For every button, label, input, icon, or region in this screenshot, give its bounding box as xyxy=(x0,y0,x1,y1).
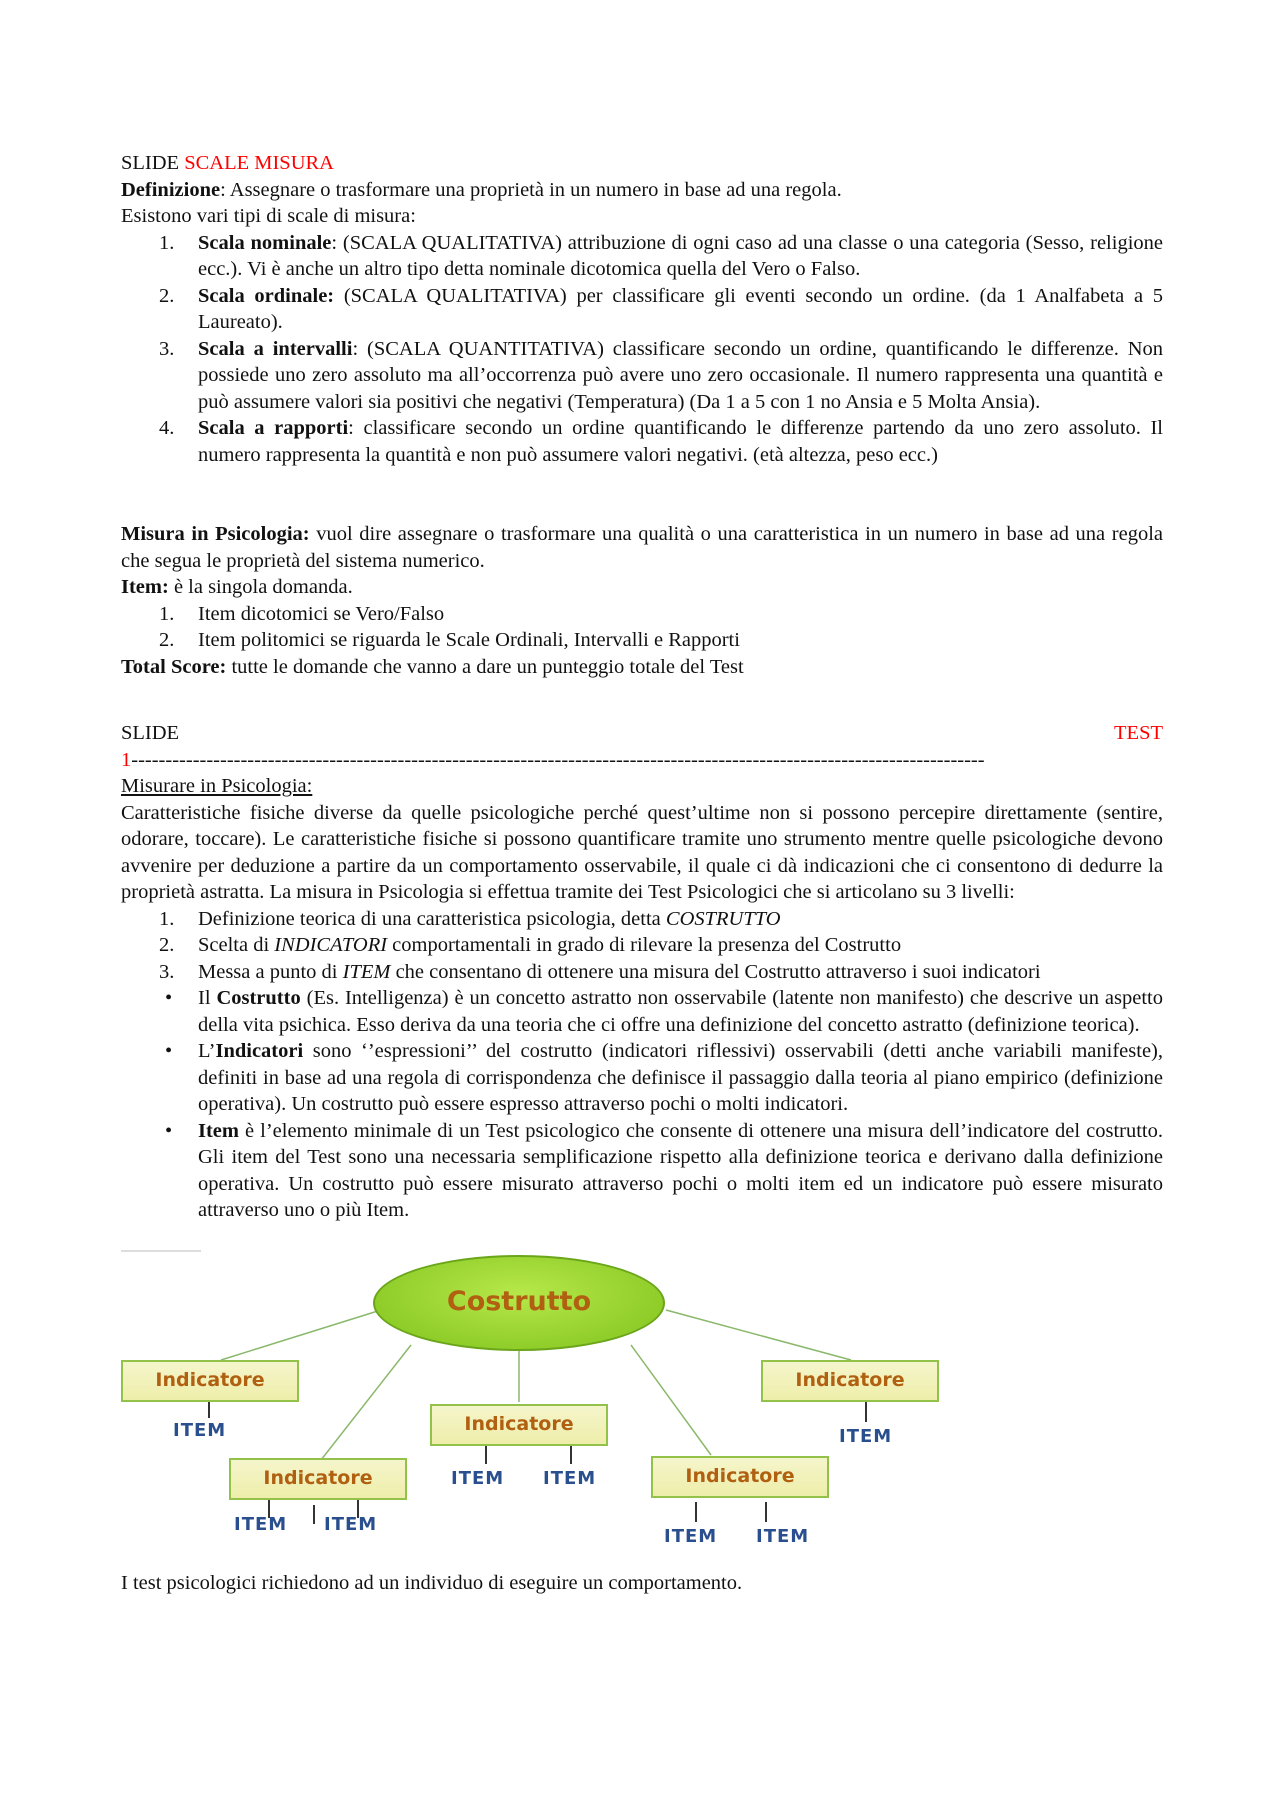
item-node: ITEM xyxy=(451,1467,505,1489)
definitions-bullet-list xyxy=(121,985,1163,1224)
item-types-list xyxy=(121,601,1163,654)
item-type-text: Item dicotomici se Vero/Falso xyxy=(198,602,445,625)
list-item xyxy=(121,985,1163,1038)
list-number: 1. xyxy=(159,231,175,254)
bullet-text-before: Il xyxy=(198,987,217,1009)
item-paragraph xyxy=(121,574,1163,601)
bullet-mark: • xyxy=(165,1119,173,1142)
bullet-text: (Es. Intelligenza) è un concetto astratto non osservabile (latente non manifesto) che descrive un aspetto della vita psichica. Esso deriva da una teoria che ci offre una definizione del concetto astratto (definizione teorica). xyxy=(198,987,1163,1036)
total-score-label: Total Score: xyxy=(121,655,227,678)
scale-label: Scala ordinale: xyxy=(198,284,335,307)
slide-prefix: SLIDE xyxy=(121,152,180,174)
level-emphasis: INDICATORI xyxy=(274,934,388,956)
list-item xyxy=(121,906,1163,933)
scale-text: : (SCALA QUALITATIVA) attribuzione di ogni caso ad una classe o una categoria (Sesso, religione ecc.). Vi è anche un altro tipo detta nominale dicotomica quella del Vero o Falso. xyxy=(198,231,1163,280)
level-emphasis: ITEM xyxy=(342,960,391,983)
scales-intro: Esistono vari tipi di scale di misura: xyxy=(121,205,416,227)
level-text-after: che consentano di ottenere una misura del Costrutto attraverso i suoi indicatori xyxy=(390,960,1041,983)
total-score-text: tutte le domande che vanno a dare un punteggio totale del Test xyxy=(226,655,744,678)
list-item xyxy=(121,283,1163,336)
list-item xyxy=(121,1118,1163,1224)
list-number: 1. xyxy=(159,907,175,930)
indicator-node: Indicatore xyxy=(651,1456,829,1498)
list-number: 2. xyxy=(159,629,175,651)
bullet-text: sono ‘’espressioni’’ del costrutto (indicatori riflessivi) osservabili (detti anche variabili manifeste), definiti in base ad una regola di corrispondenza che definisce il passaggio dalla teoria al piano empirico (definizione operativa). Un costrutto può essere espresso attraverso pochi o molti indicatori. xyxy=(198,1040,1163,1115)
misurare-paragraph: Caratteristiche fisiche diverse da quelle psicologiche perché quest’ultime non si possono percepire direttamente (sentire, odorare, toccare). Le caratteristiche fisiche si possono quantificare tramite uno strumento mentre quelle psicologiche devono avvenire per deduzione a partire da un comportamento osservabile, il quale ci dà indicazioni che ci consentono di dedurre la proprietà astratta. La misura in Psicologia si effettua tramite dei Test Psicologici che si articolano su 3 livelli: xyxy=(121,801,1163,903)
levels-list xyxy=(121,906,1163,986)
misura-label: Misura in Psicologia: xyxy=(121,523,310,545)
slide-separator xyxy=(121,747,1131,774)
slide-title: TEST xyxy=(1114,722,1163,744)
list-number: 2. xyxy=(159,934,175,956)
slide-prefix: SLIDE xyxy=(121,722,180,744)
list-item xyxy=(121,627,1163,654)
total-score-paragraph xyxy=(121,654,1163,681)
scales-list xyxy=(121,230,1163,469)
level-emphasis: COSTRUTTO xyxy=(665,907,781,930)
bullet-label: Item xyxy=(198,1119,239,1142)
list-item xyxy=(121,959,1163,986)
item-node: ITEM xyxy=(173,1419,227,1441)
item-node: ITEM xyxy=(756,1525,810,1547)
section-subtitle: Misurare in Psicologia: xyxy=(121,775,313,797)
scale-text: : (SCALA QUANTITATIVA) classificare secondo un ordine, quantificando le differenze. Non possiede uno zero assoluto ma all’occorrenza può avere uno zero occasionale. Il numero rappresenta una quantità e può assumere valori sia positivi che negativi (Temperatura) (Da 1 a 5 con 1 no Ansia e 5 Molta Ansia). xyxy=(198,337,1164,413)
scale-label: Scala nominale xyxy=(198,231,332,254)
list-number: 3. xyxy=(159,960,175,983)
level-text: Messa a punto di xyxy=(198,960,343,983)
definition-label: Definizione xyxy=(121,178,221,201)
bullet-text-before: L’ xyxy=(198,1040,216,1062)
misura-paragraph xyxy=(121,521,1163,574)
list-item xyxy=(121,1038,1163,1118)
item-node: ITEM xyxy=(234,1513,288,1535)
scale-label: Scala a rapporti xyxy=(198,417,349,439)
level-text-after: comportamentali in grado di rilevare la presenza del Costrutto xyxy=(387,934,902,956)
list-number: 3. xyxy=(159,337,175,360)
bullet-label: Costrutto xyxy=(216,987,301,1009)
definition-text: : Assegnare o trasformare una proprietà in un numero in base ad una regola. xyxy=(220,178,842,201)
indicator-node: Indicatore xyxy=(761,1360,939,1402)
bullet-mark: • xyxy=(165,1040,173,1062)
item-node: ITEM xyxy=(839,1425,893,1447)
scale-text: : classificare secondo un ordine quantificando le differenze partendo da uno zero assoluto. Il numero rappresenta la quantità e non può assumere valori negativi. (età altezza, peso ecc.) xyxy=(198,417,1164,466)
indicator-node: Indicatore xyxy=(229,1458,407,1500)
list-item xyxy=(121,932,1163,959)
item-node: ITEM xyxy=(324,1513,378,1535)
list-number: 2. xyxy=(159,284,175,307)
item-text: è la singola domanda. xyxy=(168,576,353,598)
item-node: ITEM xyxy=(543,1467,597,1489)
indicator-node: Indicatore xyxy=(121,1360,299,1402)
level-text: Definizione teorica di una caratteristica psicologia, detta xyxy=(198,907,666,930)
separator-dashes: ----------------------------------------------------------------------------------------------------------------------------- xyxy=(131,748,985,771)
list-item xyxy=(121,230,1163,283)
item-node: ITEM xyxy=(664,1525,718,1547)
list-item xyxy=(121,336,1163,416)
list-number: 1. xyxy=(159,602,175,625)
bullet-text: è l’elemento minimale di un Test psicologico che consente di ottenere una misura dell’indicatore del costrutto. Gli item del Test sono una necessaria semplificazione rispetto alla definizione teorica e derivano dalla definizione operativa. Un costrutto può essere misurato attraverso pochi o molti item ed un indicatore può essere misurato attraverso uno o più Item. xyxy=(198,1119,1163,1221)
item-type-text: Item politomici se riguarda le Scale Ordinali, Intervalli e Rapporti xyxy=(198,629,740,651)
misura-text: vuol dire assegnare o trasformare una qualità o una caratteristica in un numero in base ad una regola che segua le proprietà del sistema numerico. xyxy=(121,523,1163,572)
slide-number: 1 xyxy=(121,748,132,771)
costrutto-node: Costrutto xyxy=(373,1255,665,1351)
document-content xyxy=(121,150,1163,1596)
list-item xyxy=(121,415,1163,468)
list-item xyxy=(121,601,1163,628)
slide-heading-test xyxy=(121,720,1163,747)
bullet-mark: • xyxy=(165,987,173,1009)
scale-text: (SCALA QUALITATIVA) per classificare gli eventi secondo un ordine. (da 1 Analfabeta a 5 Laureato). xyxy=(198,284,1164,333)
definition-paragraph xyxy=(121,177,1163,204)
slide-heading-scale-misura xyxy=(121,150,1163,177)
slide-title: SCALE MISURA xyxy=(184,152,334,174)
costrutto-diagram xyxy=(121,1250,951,1570)
list-number: 4. xyxy=(159,417,175,439)
bullet-label: Indicatori xyxy=(215,1040,304,1062)
item-label: Item: xyxy=(121,576,169,598)
level-text: Scelta di xyxy=(198,934,275,956)
closing-paragraph: I test psicologici richiedono ad un individuo di eseguire un comportamento. xyxy=(121,1571,743,1594)
scale-label: Scala a intervalli xyxy=(198,337,353,360)
indicator-node: Indicatore xyxy=(430,1404,608,1446)
